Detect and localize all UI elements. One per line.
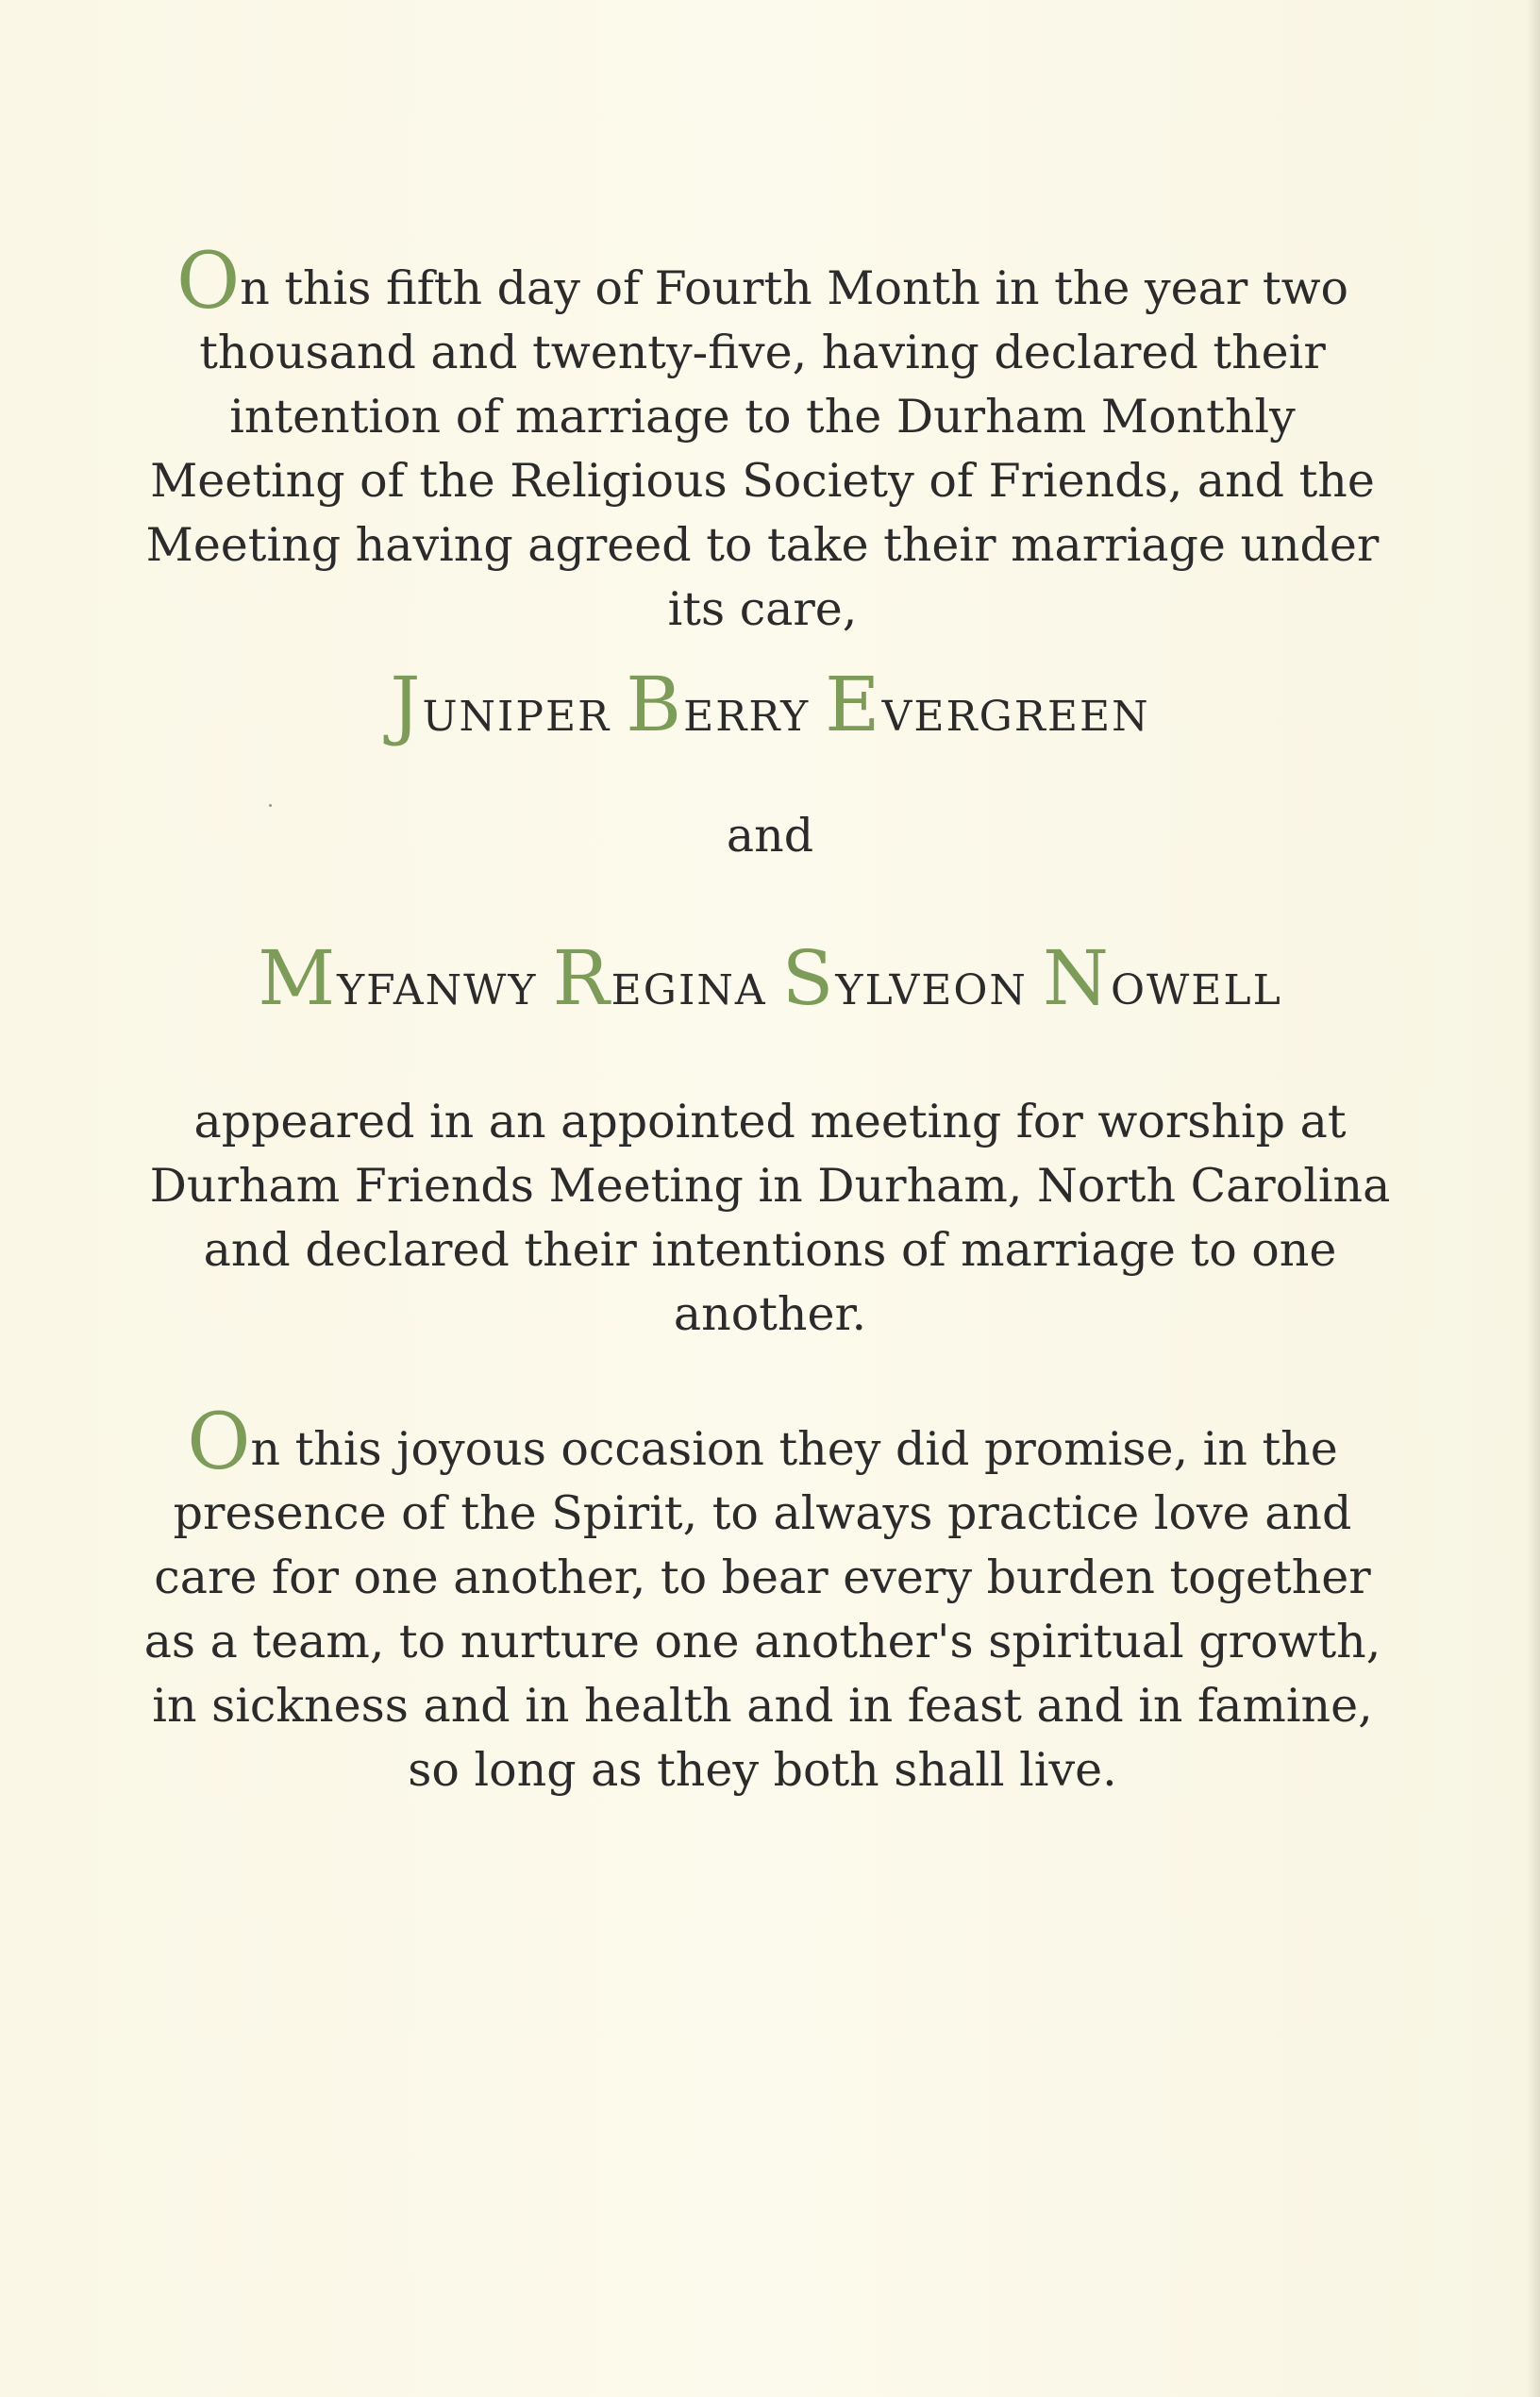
partner-one-last-rest: VERGREEN bbox=[881, 693, 1150, 741]
conjunction-and: and bbox=[726, 809, 814, 863]
partner-two-second-initial: R bbox=[552, 934, 611, 1022]
vows-paragraph-text: n this joyous occasion they did promise, in the presence of the Spirit, to always practice love and care for one another, to bear every burden together as a team, to nurture one another's spiritual growth, in sickness and in health and in feast and in famine, so long as they both shall live. bbox=[143, 1422, 1381, 1797]
appearance-line: Durham Friends Meeting in Durham, North Carolina bbox=[149, 1159, 1391, 1213]
partner-one-middle-rest: ERRY bbox=[683, 693, 811, 741]
vows-drop-cap: O bbox=[187, 1398, 251, 1487]
page-edge-shadow bbox=[1527, 0, 1540, 2397]
partner-one-middle-initial: B bbox=[626, 661, 684, 748]
appearance-paragraph bbox=[142, 1090, 1398, 1347]
partner-one-first-rest: UNIPER bbox=[422, 693, 611, 741]
partner-two-first-rest: YFANWY bbox=[337, 966, 538, 1014]
opening-paragraph-text: n this fifth day of Fourth Month in the year two thousand and twenty-five, having declared their intention of marriage to the Durham Monthly Meeting of the Religious Society of Friends, and the Meeting having agreed to take their marriage under its care, bbox=[145, 261, 1380, 636]
partner-two-first-initial: M bbox=[258, 934, 338, 1022]
partner-two-last-rest: OWELL bbox=[1110, 966, 1282, 1014]
opening-paragraph bbox=[132, 237, 1393, 642]
partner-two-third-rest: YLVEON bbox=[835, 966, 1028, 1014]
partner-one-first-initial: J bbox=[390, 661, 423, 748]
partner-one-last-initial: E bbox=[825, 661, 882, 748]
appearance-line: another. bbox=[673, 1287, 867, 1341]
partner-two-last-initial: N bbox=[1042, 934, 1111, 1022]
appearance-line: appeared in an appointed meeting for worship at bbox=[193, 1095, 1347, 1148]
appearance-line: and declared their intentions of marriage to one bbox=[203, 1223, 1337, 1277]
partner-one-name bbox=[0, 661, 1540, 748]
vows-paragraph bbox=[132, 1398, 1393, 1802]
partner-two-second-rest: EGINA bbox=[611, 966, 767, 1014]
opening-drop-cap: O bbox=[176, 237, 241, 327]
partner-two-name bbox=[0, 934, 1540, 1022]
partner-two-third-initial: S bbox=[781, 934, 836, 1022]
